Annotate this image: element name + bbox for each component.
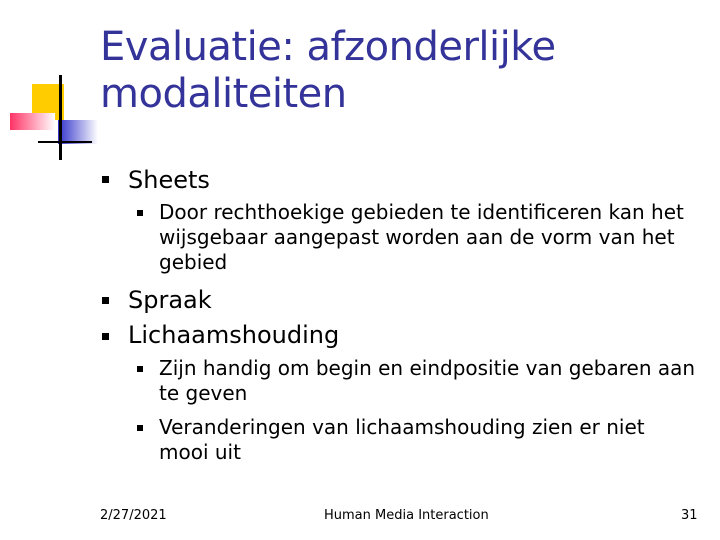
sub-bullet-lichaamshouding-1: Zijn handig om begin en eindpositie van gebaren aan te geven [159, 356, 696, 405]
sub-bullet-marker [137, 425, 143, 431]
bullet-item-sheets: Sheets [128, 166, 210, 194]
bullet-marker [102, 297, 109, 304]
sub-bullet-marker [137, 210, 143, 216]
footer-date: 2/27/2021 [100, 508, 167, 523]
sub-bullet-sheets-1: Door rechthoekige gebieden te identificeren kan het wijsgebaar aangepast worden aan de vorm van het gebied [159, 200, 684, 274]
footer-title: Human Media Interaction [324, 508, 489, 523]
bullet-marker [102, 333, 109, 340]
slide-title [100, 24, 700, 118]
bullet-item-lichaamshouding: Lichaamshouding [128, 321, 340, 349]
title-line-1: Evaluatie: afzonderlijke [100, 24, 556, 70]
footer-page-number: 31 [681, 508, 698, 523]
bullet-item-spraak: Spraak [128, 286, 212, 314]
bullet-marker [102, 176, 109, 183]
sub-bullet-lichaamshouding-2: Veranderingen van lichaamshouding zien er niet mooi uit [159, 415, 645, 464]
sub-bullet-marker [137, 366, 143, 372]
title-line-2: modaliteiten [100, 71, 347, 117]
